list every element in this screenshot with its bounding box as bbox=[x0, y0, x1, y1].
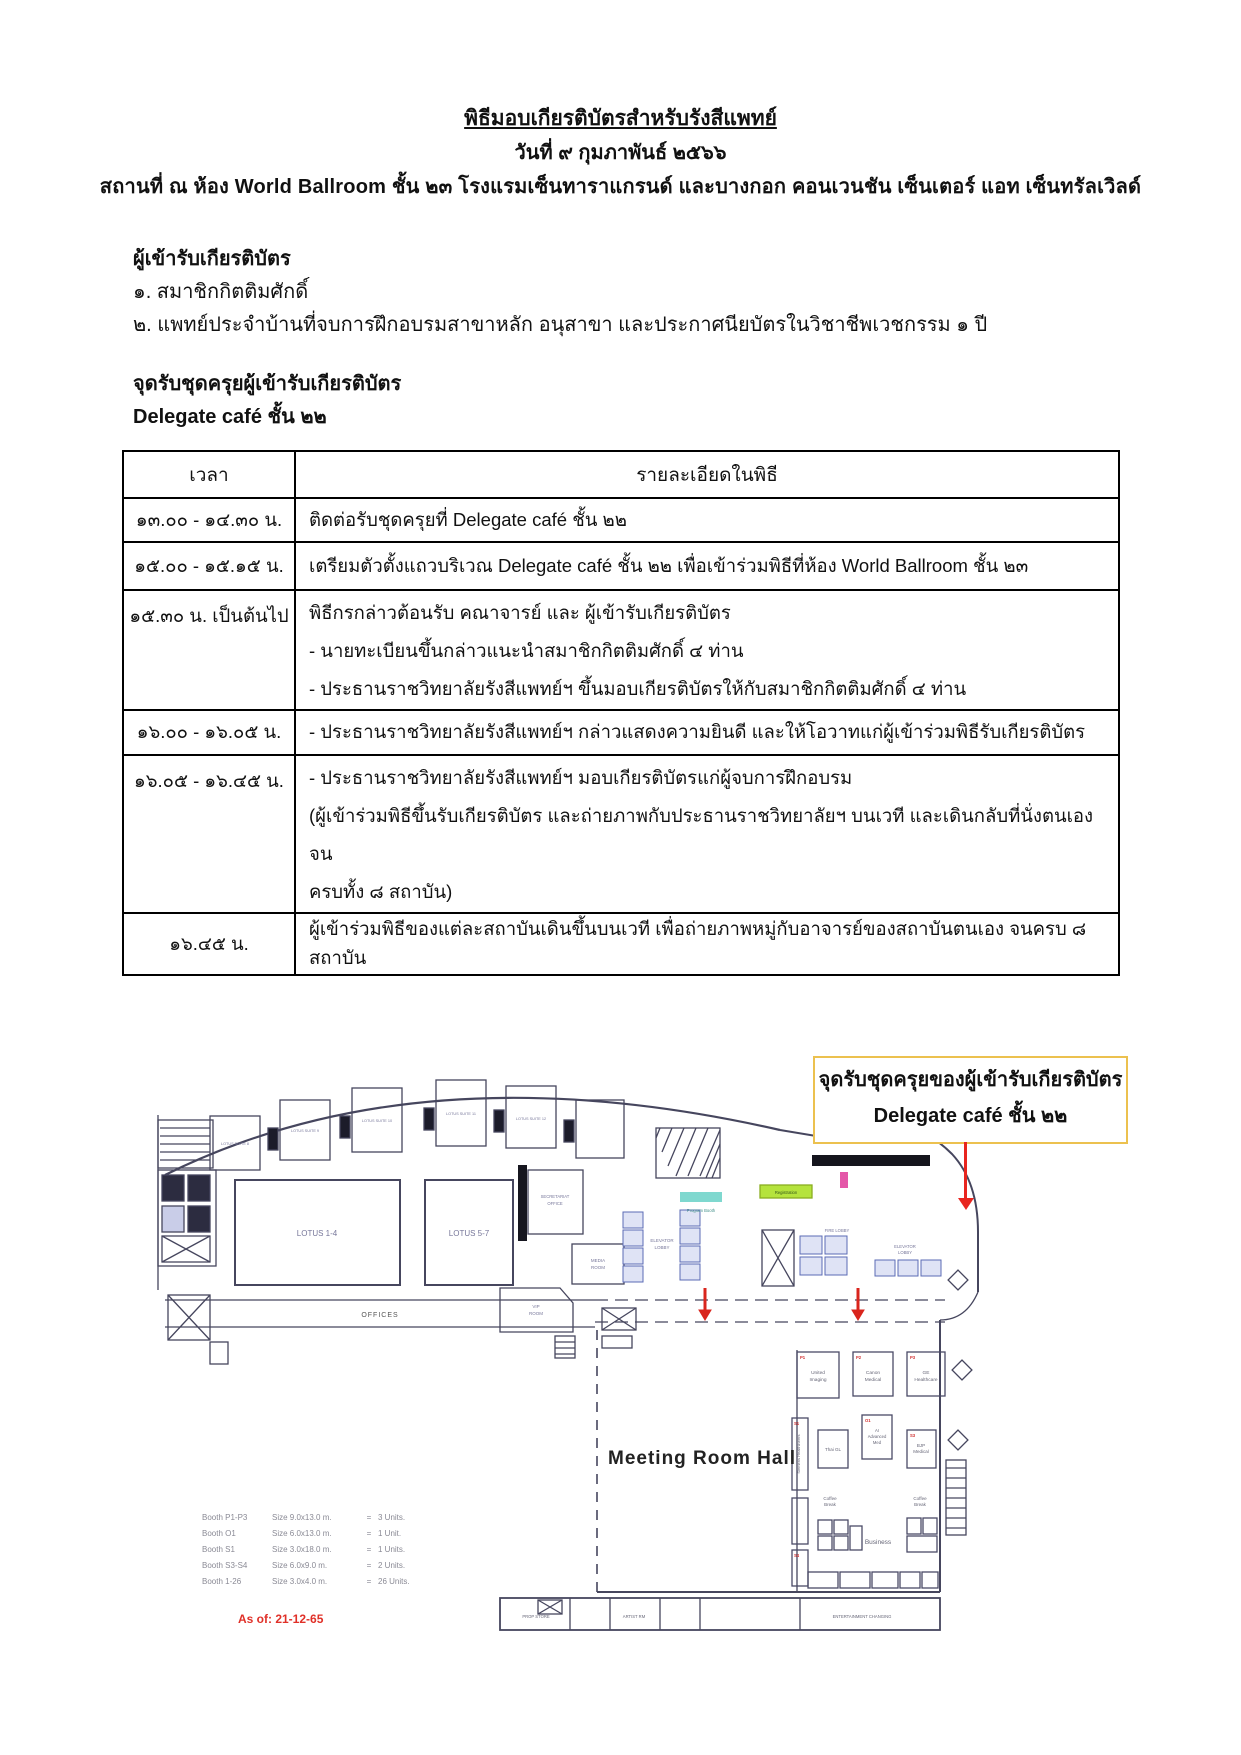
table-row bbox=[123, 710, 1119, 755]
legend-units: 26 Units. bbox=[378, 1577, 410, 1586]
booth-label-united-imaging: United bbox=[811, 1371, 825, 1376]
booth-legend bbox=[202, 1510, 472, 1590]
legend-eq: = bbox=[366, 1545, 372, 1554]
details-line: พิธีกรกล่าวต้อนรับ คณาจารย์ และ ผู้เข้ารับเกียรติบัตร bbox=[309, 602, 731, 623]
booth-label-canon-medical: Medical bbox=[864, 1378, 882, 1383]
table-row bbox=[123, 498, 1119, 542]
details-cell bbox=[295, 755, 1119, 913]
room-label-elevator-lobby-2: LOBBY bbox=[898, 1250, 912, 1255]
table-row bbox=[123, 755, 1119, 913]
area-label-business: Business bbox=[864, 1539, 892, 1546]
legend-units: 1 Units. bbox=[378, 1545, 406, 1554]
booth-number: P1 bbox=[800, 1355, 806, 1360]
room-label-offices: OFFICES bbox=[361, 1312, 399, 1319]
room-label-artist: ARTIST RM bbox=[622, 1614, 646, 1619]
table-row bbox=[123, 590, 1119, 710]
plan-date-note: As of: 21-12-65 bbox=[238, 1612, 324, 1626]
room-label-elevator-lobby: ELEVATOR bbox=[650, 1238, 674, 1243]
area-label-coffee-break-2: Break bbox=[914, 1502, 926, 1507]
details-line: ครบทั้ง ๘ สถาบัน) bbox=[309, 881, 453, 902]
legend-row bbox=[202, 1526, 472, 1542]
room-label-program-booth: Program Booth bbox=[686, 1208, 716, 1213]
details-line: - ประธานราชวิทยาลัยรังสีแพทย์ฯ มอบเกียรติบัตรแก่ผู้จบการฝึกอบรม bbox=[309, 767, 853, 788]
legend-size: Size 3.0x18.0 m. bbox=[272, 1545, 332, 1554]
booth-label-bjp-medical: BJP bbox=[916, 1443, 926, 1448]
booth-number: P2 bbox=[856, 1355, 862, 1360]
room-label-suite: LOTUS SUITE 8 bbox=[220, 1142, 250, 1146]
legend-row bbox=[202, 1542, 472, 1558]
legend-eq: = bbox=[366, 1561, 372, 1570]
details-line: (ผู้เข้าร่วมพิธีขึ้นรับเกียรติบัตร และถ่ายภาพกับประธานราชวิทยาลัยฯ บนเวที และเดินกลับที่นั่งตนเองจน bbox=[309, 805, 1094, 864]
room-label-secretariat: SECRETARIAT bbox=[540, 1194, 570, 1199]
room-label-prop-store: PROP STORE bbox=[522, 1614, 550, 1619]
booth-label-ai-advanced: Med bbox=[872, 1440, 882, 1445]
page-title: พิธีมอบเกียรติบัตรสำหรับรังสีแพทย์ bbox=[464, 107, 777, 130]
room-label-fire-lobby: FIRE LOBBY bbox=[824, 1228, 850, 1233]
booth-label-united-imaging: Imaging bbox=[809, 1378, 827, 1383]
legend-label: Booth S1 bbox=[202, 1545, 235, 1554]
gown-pickup-section bbox=[133, 368, 1123, 434]
room-label-meeting-hall: Meeting Room Hall bbox=[608, 1448, 797, 1469]
time-cell: ๑๖.๐๐ - ๑๖.๐๕ น. bbox=[123, 710, 295, 755]
event-date: วันที่ ๙ กุมภาพันธ์ ๒๕๖๖ bbox=[514, 142, 727, 164]
gown-pickup-callout bbox=[813, 1056, 1128, 1144]
room-label-lotus14: LOTUS 1-4 bbox=[296, 1229, 338, 1238]
booth-label-thai-gl: Thai GL bbox=[824, 1447, 842, 1452]
legend-size: Size 9.0x13.0 m. bbox=[272, 1513, 332, 1522]
callout-line-1: จุดรับชุดครุยของผู้เข้ารับเกียรติบัตร bbox=[818, 1069, 1123, 1091]
event-location: สถานที่ ณ ห้อง World Ballroom ชั้น ๒๓ โรงแรมเซ็นทาราแกรนด์ และบางกอก คอนเวนชัน เซ็นเตอร์ แอท เซ็นทรัลเวิลด์ bbox=[99, 176, 1142, 198]
booth-number: S4 bbox=[794, 1553, 800, 1558]
details-line: - ประธานราชวิทยาลัยรังสีแพทย์ฯ ขึ้นมอบเกียรติบัตรให้กับสมาชิกกิตติมศักดิ์ ๔ ท่าน bbox=[309, 678, 967, 699]
time-cell: ๑๓.๐๐ - ๑๔.๓๐ น. bbox=[123, 498, 295, 542]
time-cell: ๑๕.๐๐ - ๑๕.๑๕ น. bbox=[123, 542, 295, 590]
header-time: เวลา bbox=[123, 451, 295, 498]
booth-label-ai-advanced: Advanced bbox=[867, 1434, 887, 1439]
room-label-elevator-lobby-2: ELEVATOR bbox=[894, 1244, 916, 1249]
booth-label-siemens: Siemens Healthineers bbox=[796, 1434, 801, 1474]
header-details: รายละเอียดในพิธี bbox=[295, 451, 1119, 498]
legend-eq: = bbox=[366, 1513, 372, 1522]
recipients-heading: ผู้เข้ารับเกียรติบัตร bbox=[133, 248, 291, 270]
time-cell: ๑๖.๐๕ - ๑๖.๔๕ น. bbox=[123, 755, 295, 913]
legend-units: 2 Units. bbox=[378, 1561, 406, 1570]
booth-number: S1 bbox=[794, 1421, 800, 1426]
room-label-suite: LOTUS SUITE 9 bbox=[290, 1129, 320, 1133]
room-label-media: MEDIA bbox=[590, 1258, 606, 1263]
room-label-suite: LOTUS SUITE 11 bbox=[446, 1112, 476, 1116]
document-header bbox=[0, 102, 1241, 204]
room-label-vip: ROOM bbox=[529, 1311, 543, 1316]
room-label-suite: LOTUS SUITE 10 bbox=[361, 1119, 393, 1123]
room-label-vip: VIP bbox=[532, 1304, 540, 1309]
legend-units: 3 Units. bbox=[378, 1513, 406, 1522]
callout-pointer-line bbox=[964, 1142, 967, 1198]
booth-label-ai-advanced: AI bbox=[875, 1428, 879, 1433]
legend-size: Size 6.0x13.0 m. bbox=[272, 1529, 332, 1538]
table-row bbox=[123, 913, 1119, 975]
booth-label-bjp-medical: Medical bbox=[913, 1449, 929, 1454]
details-cell: ติดต่อรับชุดครุยที่ Delegate café ชั้น ๒๒ bbox=[295, 498, 1119, 542]
room-label-elevator-lobby: LOBBY bbox=[654, 1245, 670, 1250]
legend-eq: = bbox=[366, 1577, 372, 1586]
booth-label-ge-healthcare: Healthcare bbox=[914, 1378, 938, 1383]
area-label-coffee-break: Break bbox=[824, 1502, 836, 1507]
legend-label: Booth P1-P3 bbox=[202, 1513, 248, 1522]
details-cell bbox=[295, 590, 1119, 710]
booth-number: P3 bbox=[910, 1355, 916, 1360]
callout-pointer-arrow-icon bbox=[958, 1198, 974, 1210]
legend-row bbox=[202, 1510, 472, 1526]
gown-pickup-heading: จุดรับชุดครุยผู้เข้ารับเกียรติบัตร bbox=[133, 373, 402, 395]
recipients-section bbox=[133, 243, 1123, 342]
booth-number: S3 bbox=[910, 1433, 916, 1438]
callout-line-2: Delegate café ชั้น ๒๒ bbox=[873, 1105, 1068, 1127]
recipients-item-1: ๑. สมาชิกกิตติมศักดิ์ bbox=[133, 281, 309, 303]
table-header-row bbox=[123, 451, 1119, 498]
table-row bbox=[123, 542, 1119, 590]
room-label-suite: LOTUS SUITE 12 bbox=[515, 1117, 547, 1121]
room-label-registration: Registration bbox=[774, 1190, 798, 1195]
room-label-entertainment: ENTERTAINMENT CHANGING bbox=[832, 1614, 892, 1619]
booth-label-ge-healthcare: GE bbox=[922, 1371, 930, 1376]
legend-row bbox=[202, 1558, 472, 1574]
legend-label: Booth O1 bbox=[202, 1529, 236, 1538]
room-label-lotus57: LOTUS 5-7 bbox=[448, 1229, 490, 1238]
booth-label-canon-medical: Canon bbox=[865, 1371, 881, 1376]
area-label-coffee-break: Coffee bbox=[823, 1496, 837, 1501]
legend-size: Size 3.0x4.0 m. bbox=[272, 1577, 328, 1586]
recipients-item-2: ๒. แพทย์ประจำบ้านที่จบการฝึกอบรมสาขาหลัก อนุสาขา และประกาศนียบัตรในวิชาชีพเวชกรรม ๑ ปี bbox=[133, 314, 988, 336]
area-label-coffee-break-2: Coffee bbox=[913, 1496, 927, 1501]
time-cell: ๑๖.๔๕ น. bbox=[123, 913, 295, 975]
legend-label: Booth 1-26 bbox=[202, 1577, 242, 1586]
booth-number: O1 bbox=[865, 1418, 871, 1423]
legend-eq: = bbox=[366, 1529, 372, 1538]
legend-label: Booth S3-S4 bbox=[202, 1561, 248, 1570]
room-label-media: ROOM bbox=[591, 1265, 605, 1270]
legend-size: Size 6.0x9.0 m. bbox=[272, 1561, 328, 1570]
gown-pickup-location: Delegate café ชั้น ๒๒ bbox=[133, 406, 327, 428]
legend-units: 1 Unit. bbox=[378, 1529, 402, 1538]
details-line: - นายทะเบียนขึ้นกล่าวแนะนำสมาชิกกิตติมศักดิ์ ๔ ท่าน bbox=[309, 640, 744, 661]
details-cell: เตรียมตัวตั้งแถวบริเวณ Delegate café ชั้น ๒๒ เพื่อเข้าร่วมพิธีที่ห้อง World Ballroom ชั้น ๒๓ bbox=[295, 542, 1119, 590]
room-label-secretariat: OFFICE bbox=[547, 1201, 563, 1206]
schedule-table bbox=[122, 450, 1120, 976]
legend-row bbox=[202, 1574, 472, 1590]
time-cell: ๑๕.๓๐ น. เป็นต้นไป bbox=[123, 590, 295, 710]
details-cell: - ประธานราชวิทยาลัยรังสีแพทย์ฯ กล่าวแสดงความยินดี และให้โอวาทแก่ผู้เข้าร่วมพิธีรับเกียรติบัตร bbox=[295, 710, 1119, 755]
details-cell: ผู้เข้าร่วมพิธีของแต่ละสถาบันเดินขึ้นบนเวที เพื่อถ่ายภาพหมู่กับอาจารย์ของสถาบันตนเอง จนครบ ๘ สถาบัน bbox=[295, 913, 1119, 975]
